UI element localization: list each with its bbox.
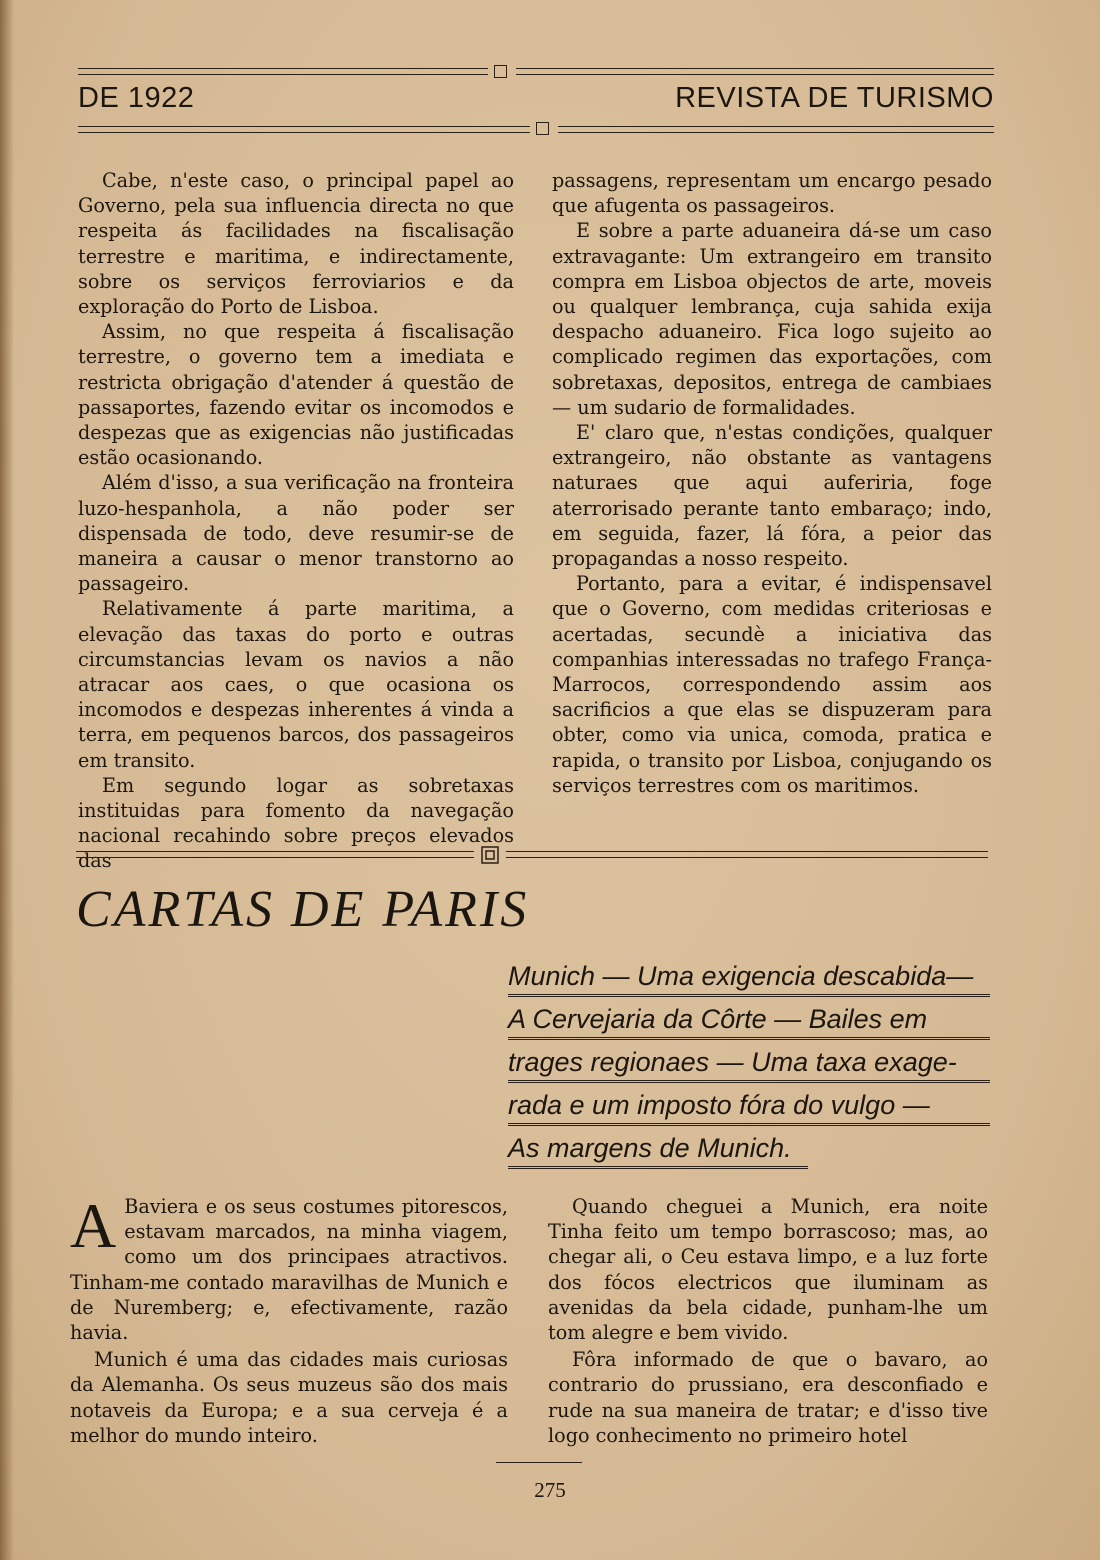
paragraph: E sobre a parte aduaneira dá-se um caso extravagante: Um extrangeiro em transito compra em Lisboa objectos de arte, moveis ou qualquer lembrança, cuja sahida exija despacho aduaneiro. Fica logo sujeito ao complicado regimen das exportações, com sobretaxas, depositos, entrega de cambiaes — um sudario de formalidades. [552,219,992,419]
subtitle-line: A Cervejaria da Côrte — Bailes em [508,1001,990,1040]
paragraph: passagens, representam um encargo pesado que afugenta os passageiros. [552,169,992,218]
header-square-ornament-top [494,65,507,78]
section-divider-left [76,851,474,858]
header-date: DE 1922 [78,82,195,114]
subtitle-line: Munich — Uma exigencia descabida— [508,958,990,997]
paragraph: E' claro que, n'estas condições, qualquer extrangeiro, não obstante as vantagens naturaes que aqui auferiria, foge aterrorisado perante tanto embaraço; indo, em seguida, fazer, lá fóra, a peior das propagandas a nosso respeito. [552,421,992,571]
paragraph: Relativamente á parte maritima, a elevação das taxas do porto e outras circumstancias levam os navios a não atracar aos caes, o que ocasiona os incomodos e despezas inherentes á vinda a terra, em pequenos barcos, dos passageiros em transito. [78,597,514,772]
top-article-right-column [552,168,992,798]
section-title: CARTAS DE PARIS [76,881,530,938]
second-article-right-column [548,1194,988,1448]
second-article-left-column [70,1190,508,1448]
drop-cap: A [70,1190,117,1261]
paragraph: Cabe, n'este caso, o principal papel ao Governo, pela sua influencia directa no que respeita ás facilidades na fiscalisação terrestre e maritima, e indirectamente, sobre os serviços ferroviarios e da exploração do Porto de Lisboa. [78,169,514,319]
paragraph: Assim, no que respeita á fiscalisação terrestre, o governo tem a imediata e restricta obrigação d'atender á questão de passaportes, fazendo evitar os incomodos e despezas que as exigencias não justificadas estão ocasionando. [78,320,514,470]
page-number-rule [496,1462,582,1463]
section-subtitle [508,958,990,1173]
paragraph: Baviera e os seus costumes pitorescos, estavam marcados, na minha viagem, como um dos principaes atractivos. Tinham-me contado maravilhas de Munich e de Nuremberg; e, efectivamente, razão havia. [70,1195,508,1345]
header-magazine-title: REVISTA DE TURISMO [675,82,994,114]
page-edge [0,0,14,1560]
header-rule-bottom-left [78,126,530,133]
header-rule-top-left [78,68,488,75]
header-square-ornament-bottom [536,122,549,135]
paragraph: Portanto, para a evitar, é indispensavel que o Governo, com medidas criteriosas e acertadas, secundè a iniciativa das companhias interessadas no trafego França-Marrocos, correspondendo assim aos sacrificios a que elas se dispuzeram para obter, como via unica, comoda, pratica e rapida, o transito por Lisboa, conjugando os serviços terrestres com os maritimos. [552,572,992,797]
subtitle-line: trages regionaes — Uma taxa exage- [508,1044,990,1083]
paragraph: Além d'isso, a sua verificação na fronteira luzo-hespanhola, a não poder ser dispensada de todo, deve resumir-se de maneira a causar o menor transtorno ao passageiro. [78,471,514,596]
header-rule-top-right [516,68,994,75]
page-number: 275 [534,1478,566,1502]
header-rule-bottom-right [558,126,994,133]
subtitle-line: As margens de Munich. [508,1130,808,1169]
subtitle-line: rada e um imposto fóra do vulgo — [508,1087,990,1126]
paragraph: Fôra informado de que o bavaro, ao contrario do prussiano, era desconfiado e rude na sua maneira de tratar; e d'isso tive logo conhecimento no primeiro hotel [548,1348,988,1447]
paragraph: Munich é uma das cidades mais curiosas da Alemanha. Os seus muzeus são dos mais notaveis da Europa; e a sua cerveja é a melhor do mundo inteiro. [70,1348,508,1447]
top-article-left-column [78,168,514,874]
section-divider-ornament [481,846,499,864]
paragraph: Em segundo logar as sobretaxas instituidas para fomento da navegação nacional recahindo sobre preços elevados das [78,773,514,873]
paragraph: Quando cheguei a Munich, era noite Tinha feito um tempo borrascoso; mas, ao chegar ali, o Ceu estava limpo, e a luz forte dos fócos electricos que iluminam as avenidas da bela cidade, punham-lhe um tom alegre e bem vivido. [548,1195,988,1345]
section-divider-right [506,851,988,858]
